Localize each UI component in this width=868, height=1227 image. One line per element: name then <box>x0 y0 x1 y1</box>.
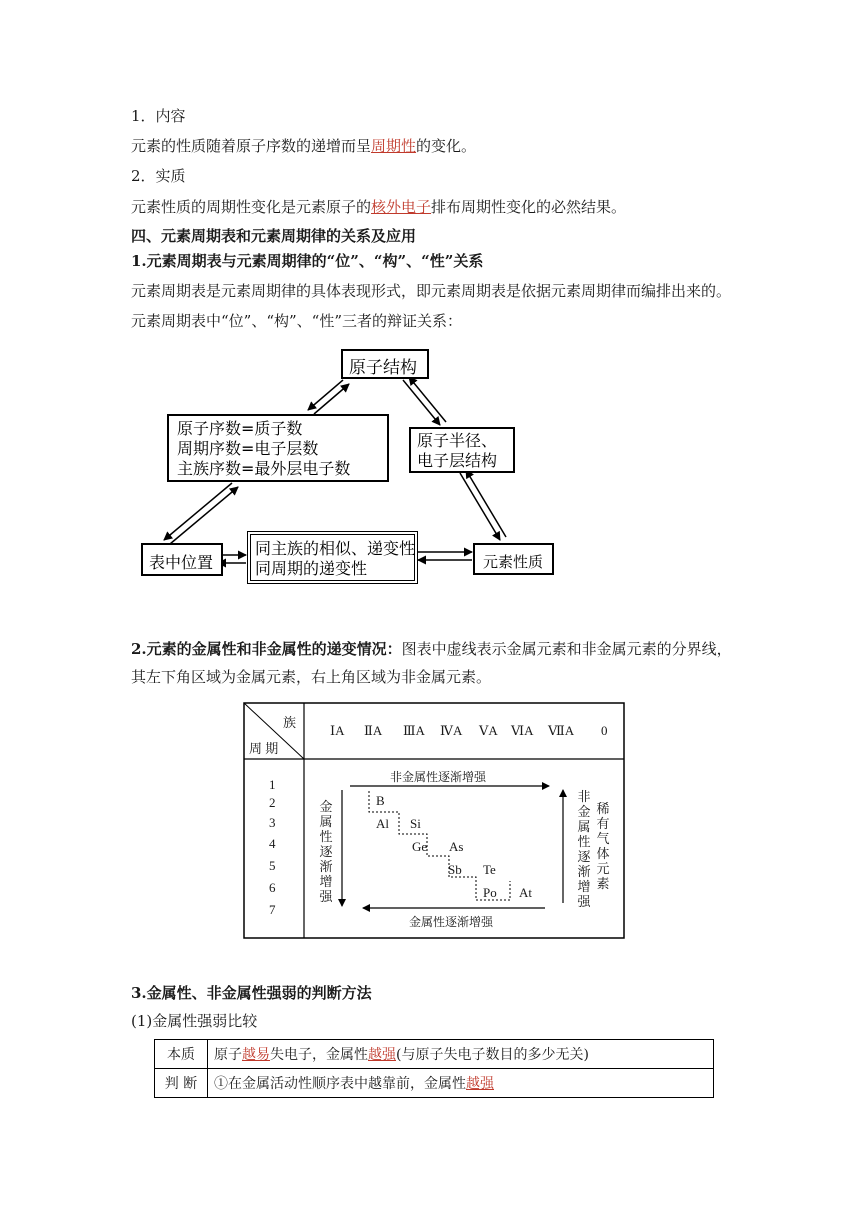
metal-nonmetal-boundary <box>369 791 510 900</box>
period-3: 3 <box>269 815 276 830</box>
heading-4-1: 1.元素周期表与元素周期律的“位”、“构”、“性”关系 <box>131 252 484 270</box>
element-Si: Si <box>410 816 421 831</box>
heading-2: 2.元素的金属性和非金属性的递变情况：图表中虚线表示金属元素和非金属元素的分界线， <box>131 640 732 658</box>
element-Sb: Sb <box>448 862 462 877</box>
top-arrow-label: 非金属性逐渐增强 <box>390 770 487 784</box>
box-middle: 同主族的相似、递变性 同周期的递变性 <box>247 531 418 584</box>
noble-gas-label: 稀有气体元素 <box>596 802 610 892</box>
element-Ge: Ge <box>412 839 428 854</box>
element-Po: Po <box>483 885 497 900</box>
section-1-text: 元素的性质随着原子序数的递增而呈周期性的变化。 <box>131 137 477 155</box>
period-5: 5 <box>269 858 276 873</box>
answer-electrons: 核外电子 <box>371 198 432 216</box>
section-2-text: 元素性质的周期性变化是元素原子的核外电子排布周期性变化的必然结果。 <box>131 198 627 216</box>
box-atom-structure: 原子结构 <box>341 349 429 379</box>
row-essence-content: 原子越易失电子，金属性越强(与原子失电子数目的多少无关) <box>208 1040 714 1069</box>
period-label: 周 期 <box>249 741 279 756</box>
period-1: 1 <box>269 777 276 792</box>
box-property: 元素性质 <box>473 543 554 575</box>
box-position: 表中位置 <box>141 543 223 576</box>
answer-periodicity: 周期性 <box>371 137 417 155</box>
table-row <box>155 1040 714 1069</box>
box-radius: 原子半径、 电子层结构 <box>409 427 515 473</box>
group-IIA: ⅡA <box>364 723 383 738</box>
row-judge-content: ①在金属活动性顺序表中越靠前，金属性越强 <box>208 1069 714 1098</box>
heading-4: 四、元素周期表和元素周期律的关系及应用 <box>131 227 417 245</box>
row-label-essence: 本质 <box>155 1040 208 1069</box>
left-arrow-label: 金属性逐渐增强 <box>319 800 333 905</box>
subheading-metal-compare: (1)金属性强弱比较 <box>131 1012 258 1030</box>
group-IVA: ⅣA <box>440 723 463 738</box>
group-VIA: ⅥA <box>511 723 534 738</box>
heading-2-line-2: 其左下角区域为金属元素，右上角区域为非金属元素。 <box>131 668 492 686</box>
right-arrow-label: 非金属性逐渐增强 <box>577 790 591 910</box>
period-4: 4 <box>269 836 276 851</box>
element-As: As <box>449 839 464 854</box>
group-VA: ⅤA <box>479 723 498 738</box>
group-0: 0 <box>601 723 608 738</box>
group-VIIA: ⅦA <box>548 723 575 738</box>
table-row <box>155 1069 714 1098</box>
element-Al: Al <box>376 816 389 831</box>
period-6: 6 <box>269 880 276 895</box>
element-Te: Te <box>483 862 496 877</box>
row-label-judge: 判 断 <box>155 1069 208 1098</box>
paragraph-1: 元素周期表是元素周期律的具体表现形式，即元素周期表是依据元素周期律而编排出来的。 <box>131 282 732 300</box>
section-1-heading: 1．内容 <box>131 107 186 125</box>
bottom-arrow-label: 金属性逐渐增强 <box>409 915 494 929</box>
element-At: At <box>519 885 532 900</box>
group-IIIA: ⅢA <box>403 723 425 738</box>
period-2: 2 <box>269 795 276 810</box>
period-7: 7 <box>269 902 276 917</box>
group-label: 族 <box>283 715 297 730</box>
heading-3: 3.金属性、非金属性强弱的判断方法 <box>131 984 372 1002</box>
judgement-table <box>154 1039 714 1098</box>
paragraph-2: 元素周期表中“位”、“构”、“性”三者的辩证关系： <box>131 312 463 330</box>
group-IA: ⅠA <box>330 723 345 738</box>
box-numbers: 原子序数=质子数 周期序数=电子层数 主族序数=最外层电子数 <box>167 414 389 482</box>
element-B: B <box>376 793 385 808</box>
section-2-heading: 2．实质 <box>131 167 186 185</box>
